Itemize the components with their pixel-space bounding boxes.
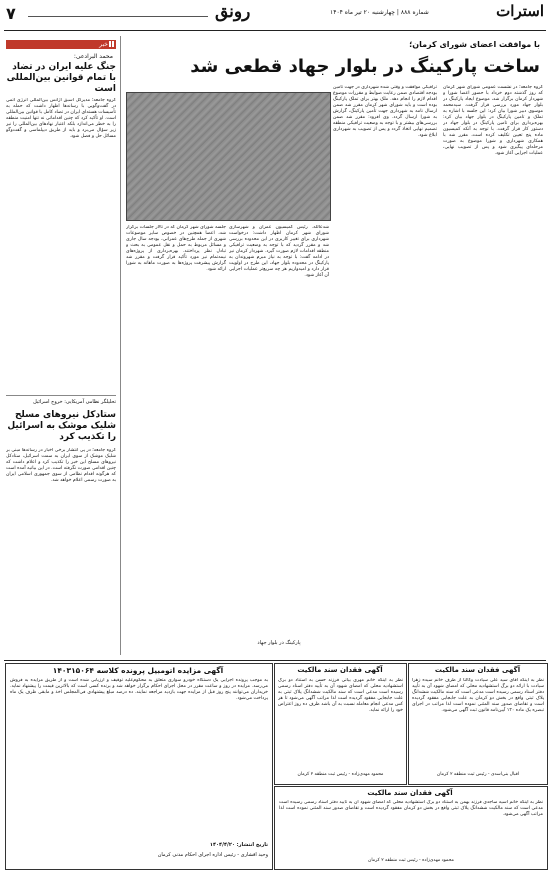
left-story1-headline: جنگ علیه ایران در تضاد با تمام قوانین بین‌المللی است xyxy=(6,62,116,94)
auction-title: آگهی مزایده اتومبیل پرونده کلاسه ۱۴۰۳۱۵۰۶۴ xyxy=(52,666,224,675)
auction-body: به موجب پرونده اجرایی یک دستگاه خودرو سواری متعلق به محکوم‌علیه توقیف و ارزیابی شده است و از طریق مزایده به فروش می‌رسد. مزایده در روز و ساعت مقرر در محل اجرای احکام برگزار خواهد شد و برنده کسی است که بالاترین قیمت را پیشنهاد نماید. خریداران می‌توانند پنج روز قبل از مزایده جهت بازدید مراجعه نمایند. ده درصد مبلغ پیشنهادی فی‌المجلس اخذ و مابقی ظرف یک ماه پرداخت می‌شود. xyxy=(10,678,268,701)
page-number: ۷ xyxy=(6,4,16,23)
sidebar-divider xyxy=(120,36,121,655)
right-bottom-title: آگهی فقدان سند مالکیت xyxy=(367,789,453,797)
auction-sign: وحید افشاری - رئیس اداره اجرای احکام مدنی کرمان xyxy=(157,852,268,858)
left-story1-tag: خبر xyxy=(99,41,108,48)
left-story2-body: گروه جامعه؛ در پی انتشار برخی اخبار در رسانه‌ها مبنی بر شلیک موشک از سوی ایران به سمت اسرائیل، ستادکل نیروهای مسلح این خبر را تکذیب کرد و اعلام داشت که چنین اقدامی صورت نگرفته است. در این بیانیه آمده است که هرگونه اقدام نظامی از سوی جمهوری اسلامی ایران به صورت رسمی اعلام خواهد شد. xyxy=(6,448,116,483)
main-col4: جلسه شورای شهر کرمان که در تالار جلسات برگزار شد، اعضا همچنین در خصوص سایر موضوعات شهری از جمله طرح‌های عمرانی، بودجه سال جاری و مسائل مربوط به حمل و نقل عمومی به بحث و تبادل نظر پرداختند. بهره‌برداری از پروژه‌های نیمه‌تمام نیز مورد تأکید قرار گرفت و مقرر شد گزارش پیشرفت پروژه‌ها به صورت ماهانه به شورا ارائه شود. xyxy=(126,225,226,272)
main-col2: ترافیکی موافقت و وقتی شده شهرداری در جهت تامین بودجه اقتصادی ضمن رعایت ضوابط و مقررات موضوع اقدام لازم را انجام دهد. ملک بهتر برای تملک پارکینگ بوده است و باید شورای شهر کرمان مقرر شد ضمن ارسال نامه به شهرداری جهت تأمین پارکینگ، گزارش به شورا ارسال گردد. وی افزود: مقرر شد ضمن بررسی‌های بیشتر و با توجه به وضعیت ترافیکی منطقه تصمیم نهایی اتخاذ گردد و پس از تصویب به شهرداری ابلاغ شود. xyxy=(333,85,437,138)
left-story1-body: گروه جامعه؛ مدیرکل اسبق آژانس بین‌المللی انرژی اتمی در گفت‌وگویی با رسانه‌ها اظهار داشت که حمله به تأسیسات هسته‌ای ایران در تضاد کامل با قوانین بین‌المللی است. او تأکید کرد که چنین اقداماتی نه تنها امنیت منطقه را به خطر می‌اندازد بلکه اعتبار نهادهای بین‌المللی را نیز زیر سؤال می‌برد و باید از طریق دیپلماسی و گفت‌وگو مسائل حل و فصل شود. xyxy=(6,98,116,139)
auction-ad xyxy=(5,663,273,870)
masthead: استرات xyxy=(496,2,544,20)
header-rule xyxy=(4,30,546,31)
main-kicker: با موافقت اعضای شورای کرمان؛ xyxy=(409,40,540,49)
middle-top-title: آگهی فقدان سند مالکیت xyxy=(297,666,383,674)
right-top-ad xyxy=(408,663,548,785)
left-story2-headline: ستادکل نیروهای مسلح شلیک موشک به اسرائیل را تکذیب کرد xyxy=(7,410,116,442)
right-bottom-ad xyxy=(274,786,548,870)
left-story2-kicker: تحلیلگر نظامی آمریکایی: خروج اسرائیل xyxy=(33,399,116,405)
paper-name: رونق xyxy=(215,2,251,22)
main-headline: ساخت پارکینگ در بلوار جهاد قطعی شد xyxy=(190,56,540,77)
left-story1-tag-bar xyxy=(6,40,116,49)
main-col1: گروه جامعه؛ در نشست عمومی شورای شهر کرمان که روز گذشته دوم خرداد با حضور اعضا شورا و شهردار کرمان برگزار شد، موضوع ایجاد پارکینگ در بلوار جهاد مورد بررسی قرار گرفت. سیدمحمد موسوی دبیر شورا بیان کرد: این جلسه با اشاره به تملک و تامین پارکینگ در بلوار جهاد بیان کرد: بهره‌برداری برای تامین پارکینگ در بلوار جهاد در دستور کار قرار گرفت. با توجه به آنکه کمیسیون ماده پنج تعیین تکلیف کرده است، مقرر شد با همکاری شهرداری و شورا موضوع به صورت مرحله‌ای پیگیری شود و پس از تصویب نهایی، عملیات اجرایی آغاز شود. xyxy=(443,85,543,156)
right-top-sign: اقبال بنی‌اسدی - رئیس ثبت منطقه ۲ کرمان xyxy=(436,772,520,777)
news-grid-icon xyxy=(109,41,115,47)
issue-line: شماره ۸۸۸ | چهارشنبه ۲۰ تیر ماه ۱۴۰۴ xyxy=(330,9,429,16)
header-left-divider xyxy=(28,16,208,17)
main-col3: شدعالله. رئیس کمیسیون عمران و شهرسازی شورای شهر کرمان اظهار داشت: درخواست شهرداری برای تغییر کاربری در این محدوده بررسی شد و مقرر گردید که با توجه به وضعیت ترافیکی منطقه اقدامات لازم صورت گیرد. شهردار کرمان نیز در ادامه گفت: با توجه به نیاز مبرم شهروندان به پارکینگ در محدوده بلوار جهاد، این طرح در اولویت قرار دارد و امیدواریم هر چه سریع‌تر عملیات اجرایی آن آغاز شود. xyxy=(229,225,329,278)
auction-date: تاریخ انتشار: ۱۴۰۴/۴/۲۰ xyxy=(209,842,268,848)
photo-caption: پارکینگ در بلوار جهاد xyxy=(257,640,301,646)
right-top-body: نظر به اینکه آقای سید علی سیادت وکالتاً از طرف خانم سیده زهرا سیادت با ارائه دو برگ استشهادیه محلی که امضای شهود آن به تأیید دفتر اسناد رسمی رسیده است مدعی است که سند مالکیت ششدانگ پلاک ثبتی واقع در بخش دو کرمان به علت جابجایی مفقود گردیده است و تقاضای صدور سند المثنی نموده است لذا مراتب در اجرای تبصره یک ماده ۱۲۰ آیین‌نامه قانون ثبت آگهی می‌شود. xyxy=(412,678,544,713)
middle-top-ad xyxy=(274,663,407,785)
page-header xyxy=(0,0,550,30)
main-photo xyxy=(126,92,331,221)
left-divider xyxy=(6,395,116,396)
right-bottom-sign: محمود مهدی‌زاده - رئیس ثبت منطقه ۲ کرمان xyxy=(368,858,454,863)
left-story1-author: محمد البرادعی: xyxy=(73,53,113,60)
middle-top-sign: محمود مهدی‌زاده - رئیس ثبت منطقه ۲ کرمان xyxy=(297,772,384,777)
right-top-title: آگهی فقدان سند مالکیت xyxy=(434,666,521,674)
ads-top-rule xyxy=(4,660,546,661)
middle-top-body: نظر به اینکه خانم مهری بیاتی فرزند حسن به استناد دو برگ استشهادیه محلی که امضای شهود آن به تأیید دفتر اسناد رسمی رسیده است مدعی است که سند مالکیت ششدانگ پلاک ثبتی به علت جابجایی مفقود گردیده است لذا مراتب آگهی می‌شود تا هر کس مدعی انجام معامله نسبت به آن باشد ظرف ده روز اعتراض خود را ارائه نماید. xyxy=(278,678,403,713)
right-bottom-body: نظر به اینکه خانم آسیه ساجدی فرزند بهمن به استناد دو برگ استشهادیه محلی که امضای شهود آن به تأیید دفتر اسناد رسمی رسیده است مدعی است که سند مالکیت ششدانگ پلاک ثبتی واقع در بخش دو کرمان مفقود گردیده است و تقاضای صدور سند المثنی نموده است لذا مراتب آگهی می‌شود. xyxy=(279,800,543,817)
